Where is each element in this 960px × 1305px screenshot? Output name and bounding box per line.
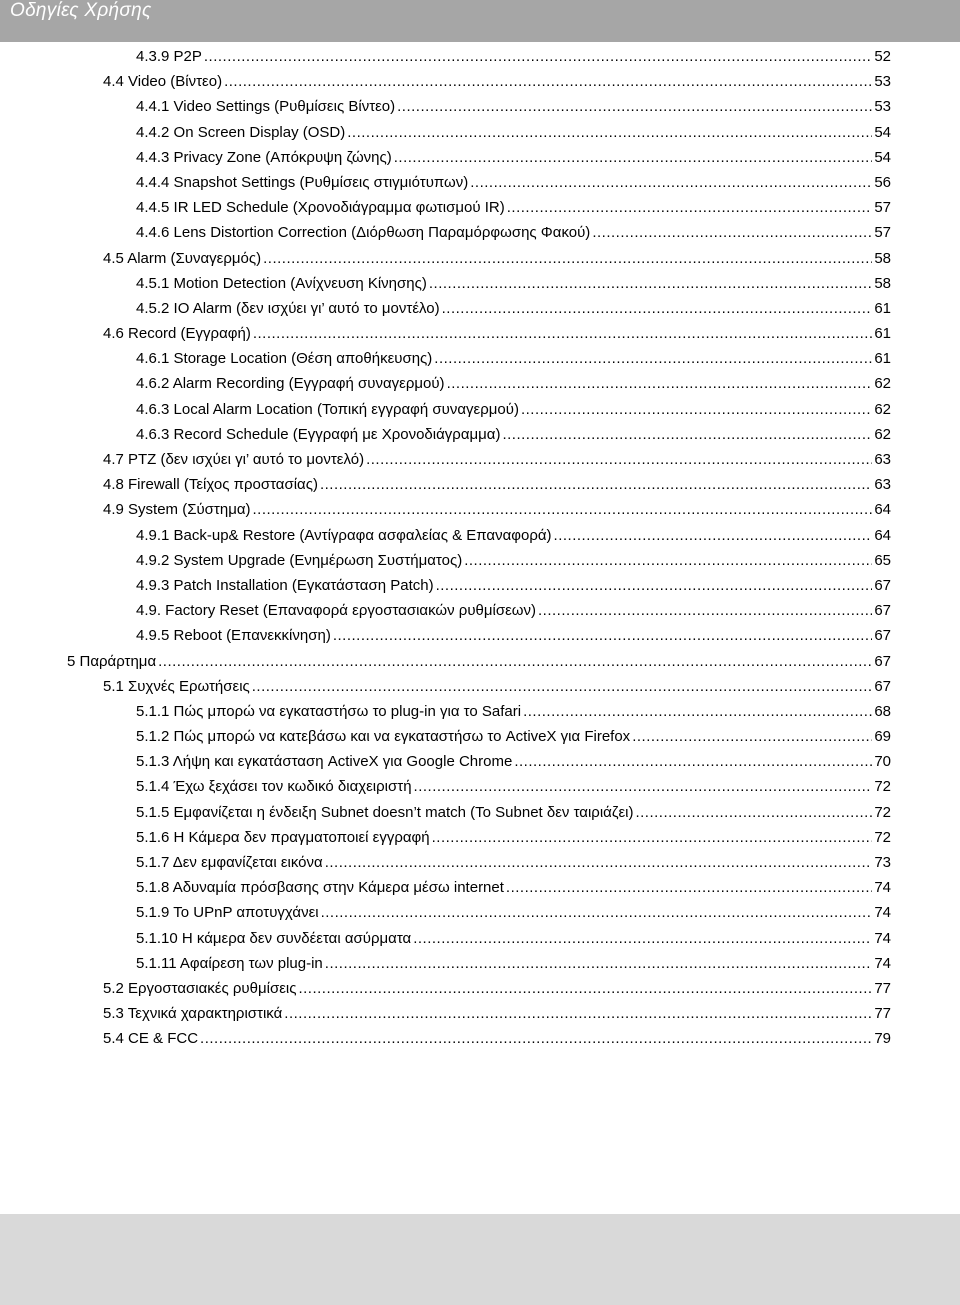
toc-entry-page: 70: [874, 753, 891, 771]
toc-dot-leader: [436, 573, 873, 598]
toc-entry-title: 4.6.3 Local Alarm Location (Τοπική εγγραφή συναγερμού): [136, 400, 519, 418]
toc-entry-title: 4.9.5 Reboot (Επανεκκίνηση): [136, 627, 331, 645]
toc-entry[interactable]: [0, 422, 891, 447]
toc-dot-leader: [442, 296, 873, 321]
toc-entry-title: 4.9.2 System Upgrade (Ενημέρωση Συστήματος): [136, 551, 463, 569]
toc-entry[interactable]: [0, 246, 891, 271]
toc-entry[interactable]: [0, 1001, 891, 1026]
toc-entry-page: 74: [874, 929, 891, 947]
toc-dot-leader: [554, 523, 873, 548]
toc-dot-leader: [263, 246, 872, 271]
toc-dot-leader: [506, 875, 872, 900]
toc-dot-leader: [507, 195, 873, 220]
toc-entry-page: 69: [874, 728, 891, 746]
toc-entry[interactable]: [0, 774, 891, 799]
toc-entry-page: 67: [874, 576, 891, 594]
toc-entry-title: 4.4.6 Lens Distortion Correction (Διόρθωση Παραμόρφωσης Φακού): [136, 224, 591, 242]
toc-dot-leader: [366, 447, 872, 472]
footer-bar: [0, 1214, 960, 1305]
toc-entry-title: 5.1.11 Αφαίρεση των plug-in: [136, 954, 323, 972]
toc-entry-page: 58: [874, 249, 891, 267]
toc-entry-page: 72: [874, 828, 891, 846]
toc-entry-page: 77: [874, 979, 891, 997]
toc-entry[interactable]: [0, 976, 891, 1001]
toc-dot-leader: [333, 623, 872, 648]
toc-entry-page: 72: [874, 803, 891, 821]
toc-dot-leader: [592, 220, 872, 245]
toc-entry-page: 61: [874, 325, 891, 343]
toc-entry[interactable]: [0, 825, 891, 850]
toc-entry-page: 64: [874, 501, 891, 519]
toc-entry-page: 77: [874, 1005, 891, 1023]
toc-entry-page: 61: [874, 350, 891, 368]
toc-entry[interactable]: [0, 271, 891, 296]
toc-dot-leader: [204, 44, 872, 69]
toc-entry-page: 67: [874, 652, 891, 670]
toc-entry[interactable]: [0, 296, 891, 321]
toc-dot-leader: [635, 800, 872, 825]
toc-entry-title: 4.9.3 Patch Installation (Εγκατάσταση Patch): [136, 576, 434, 594]
toc-entry[interactable]: [0, 523, 891, 548]
toc-entry[interactable]: [0, 623, 891, 648]
toc-entry[interactable]: [0, 371, 891, 396]
toc-dot-leader: [325, 850, 873, 875]
toc-entry-title: 4.9.1 Back-up& Restore (Αντίγραφα ασφαλείας & Επαναφορά): [136, 526, 552, 544]
toc-entry-page: 58: [874, 274, 891, 292]
toc-entry-page: 64: [874, 526, 891, 544]
toc-entry[interactable]: [0, 447, 891, 472]
toc-entry-page: 57: [874, 224, 891, 242]
toc-entry-title: 4.6.3 Record Schedule (Εγγραφή με Χρονοδιάγραμμα): [136, 425, 501, 443]
toc-dot-leader: [325, 951, 873, 976]
toc-entry-title: 4.6.2 Alarm Recording (Εγγραφή συναγερμού): [136, 375, 445, 393]
toc-entry-title: 5.1.3 Λήψη και εγκατάσταση ActiveX για Google Chrome: [136, 753, 513, 771]
toc-dot-leader: [298, 976, 872, 1001]
toc-entry-title: 5 Παράρτημα: [67, 652, 157, 670]
toc-entry-page: 53: [874, 98, 891, 116]
toc-dot-leader: [470, 170, 872, 195]
toc-entry-title: 5.1.9 Το UPnP αποτυγχάνει: [136, 904, 319, 922]
toc-entry-page: 79: [874, 1030, 891, 1048]
toc-entry[interactable]: [0, 699, 891, 724]
toc-entry[interactable]: [0, 44, 891, 69]
toc-dot-leader: [514, 749, 872, 774]
toc-entry-page: 62: [874, 425, 891, 443]
toc-entry[interactable]: [0, 472, 891, 497]
toc-entry-title: 4.8 Firewall (Τείχος προστασίας): [103, 476, 318, 494]
toc-entry-title: 5.4 CE & FCC: [103, 1030, 199, 1048]
toc-entry-page: 54: [874, 123, 891, 141]
toc-entry-page: 63: [874, 451, 891, 468]
toc-entry[interactable]: [0, 800, 891, 825]
toc-entry-title: 5.2 Εργοστασιακές ρυθμίσεις: [103, 979, 297, 997]
toc-entry[interactable]: [0, 1026, 891, 1051]
toc-entry[interactable]: [0, 397, 891, 422]
toc-dot-leader: [434, 346, 872, 371]
toc-entry-page: 54: [874, 148, 891, 166]
toc-entry[interactable]: [0, 220, 891, 245]
toc-entry[interactable]: [0, 346, 891, 371]
toc-dot-leader: [253, 321, 873, 346]
toc-entry-title: 4.9 System (Σύστημα): [103, 501, 251, 519]
toc-entry[interactable]: [0, 94, 891, 119]
toc-entry[interactable]: [0, 724, 891, 749]
toc-entry[interactable]: [0, 120, 891, 145]
toc-entry-page: 56: [874, 173, 891, 191]
toc-entry-page: 67: [874, 627, 891, 645]
toc-entry-title: 4.5.2 IO Alarm (δεν ισχύει γι’ αυτό το μοντέλο): [136, 299, 440, 317]
toc-dot-leader: [347, 120, 872, 145]
toc-entry-title: 4.4.4 Snapshot Settings (Ρυθμίσεις στιγμιότυπων): [136, 173, 469, 191]
toc-entry-title: 5.1.2 Πώς μπορώ να κατεβάσω και να εγκαταστήσω το ActiveX για Firefox: [136, 728, 631, 746]
toc-entry[interactable]: [0, 674, 891, 699]
toc-dot-leader: [320, 472, 872, 497]
toc-entry-page: 72: [874, 778, 891, 796]
toc-entry-title: 5.1.8 Αδυναμία πρόσβασης στην Κάμερα μέσω internet: [136, 879, 504, 897]
toc-dot-leader: [284, 1001, 872, 1026]
toc-entry-title: 4.9. Factory Reset (Επαναφορά εργοστασιακών ρυθμίσεων): [136, 602, 537, 620]
toc-dot-leader: [502, 422, 872, 447]
toc-entry-title: 4.4.2 On Screen Display (OSD): [136, 123, 346, 141]
toc-dot-leader: [394, 145, 873, 170]
toc-entry-title: 5.1.4 Έχω ξεχάσει τον κωδικό διαχειριστή: [136, 778, 412, 796]
toc-dot-leader: [253, 497, 873, 522]
toc-dot-leader: [429, 271, 872, 296]
toc-entry[interactable]: [0, 951, 891, 976]
toc-dot-leader: [523, 699, 872, 724]
toc-entry-title: 4.7 PTZ (δεν ισχύει γι’ αυτό το μοντελό): [103, 451, 365, 468]
toc-entry[interactable]: [0, 875, 891, 900]
toc-entry-page: 65: [874, 551, 891, 569]
toc-entry-title: 5.1.7 Δεν εμφανίζεται εικόνα: [136, 854, 323, 871]
toc-entry-page: 74: [874, 879, 891, 897]
toc-entry[interactable]: [0, 900, 891, 925]
toc-entry-title: 4.4.3 Privacy Zone (Απόκρυψη ζώνης): [136, 148, 392, 166]
toc-entry-page: 62: [874, 400, 891, 418]
toc-entry[interactable]: [0, 170, 891, 195]
toc-entry-page: 74: [874, 904, 891, 922]
toc-entry-page: 57: [874, 199, 891, 217]
toc-entry-page: 52: [874, 48, 891, 65]
toc-entry[interactable]: [0, 548, 891, 573]
toc-entry-page: 68: [874, 702, 891, 720]
toc-entry[interactable]: [0, 850, 891, 875]
header-bar: [0, 0, 960, 42]
toc-entry-title: 4.4.1 Video Settings (Ρυθμίσεις Βίντεο): [136, 98, 396, 116]
toc-entry-title: 5.3 Τεχνικά χαρακτηριστικά: [103, 1005, 283, 1023]
toc-entry-page: 67: [874, 677, 891, 695]
toc-entry-title: 4.6 Record (Εγγραφή): [103, 325, 251, 343]
toc-entry[interactable]: [0, 195, 891, 220]
toc-entry-title: 4.5.1 Motion Detection (Ανίχνευση Κίνησης): [136, 274, 427, 292]
toc-dot-leader: [158, 649, 872, 674]
toc-entry-title: 5.1.1 Πώς μπορώ να εγκαταστήσω το plug-in για το Safari: [136, 702, 522, 720]
toc-dot-leader: [521, 397, 872, 422]
toc-entry-title: 5.1.6 Η Κάμερα δεν πραγματοποιεί εγγραφή: [136, 828, 430, 846]
toc-entry[interactable]: [0, 69, 891, 94]
toc-dot-leader: [538, 598, 872, 623]
toc-dot-leader: [447, 371, 873, 396]
toc-dot-leader: [413, 926, 872, 951]
toc-dot-leader: [414, 774, 873, 799]
toc-entry-page: 61: [874, 299, 891, 317]
toc-entry-title: 5.1 Συχνές Ερωτήσεις: [103, 677, 250, 695]
toc-entry-page: 53: [874, 73, 891, 91]
toc-entry-title: 4.5 Alarm (Συναγερμός): [103, 249, 262, 267]
toc-entry[interactable]: [0, 321, 891, 346]
toc-dot-leader: [321, 900, 873, 925]
page-header-title: Οδηγίες Χρήσης: [10, 0, 152, 21]
toc-entry[interactable]: [0, 598, 891, 623]
toc-entry-page: 62: [874, 375, 891, 393]
toc-entry-title: 4.4 Video (Βίντεο): [103, 73, 223, 91]
toc-dot-leader: [464, 548, 872, 573]
toc-dot-leader: [632, 724, 872, 749]
toc-entry-page: 73: [874, 854, 891, 871]
toc-dot-leader: [224, 69, 872, 94]
toc-entry-title: 4.6.1 Storage Location (Θέση αποθήκευσης): [136, 350, 433, 368]
toc-entry-title: 5.1.5 Εμφανίζεται η ένδειξη Subnet doesn’t match (Το Subnet δεν ταιριάζει): [136, 803, 634, 821]
toc-dot-leader: [432, 825, 873, 850]
toc-dot-leader: [200, 1026, 872, 1051]
toc-entry-title: 4.4.5 IR LED Schedule (Χρονοδιάγραμμα φωτισμού IR): [136, 199, 505, 217]
table-of-contents: [0, 44, 960, 1052]
toc-entry-page: 74: [874, 954, 891, 972]
toc-entry[interactable]: [0, 145, 891, 170]
toc-entry[interactable]: [0, 749, 891, 774]
toc-entry-page: 63: [874, 476, 891, 494]
toc-entry-title: 4.3.9 P2P: [136, 48, 202, 65]
toc-entry[interactable]: [0, 497, 891, 522]
toc-dot-leader: [252, 674, 873, 699]
toc-entry[interactable]: [0, 573, 891, 598]
toc-entry-page: 67: [874, 602, 891, 620]
toc-entry[interactable]: [0, 926, 891, 951]
toc-dot-leader: [397, 94, 872, 119]
toc-entry-title: 5.1.10 Η κάμερα δεν συνδέεται ασύρματα: [136, 929, 412, 947]
toc-entry[interactable]: [0, 649, 891, 674]
